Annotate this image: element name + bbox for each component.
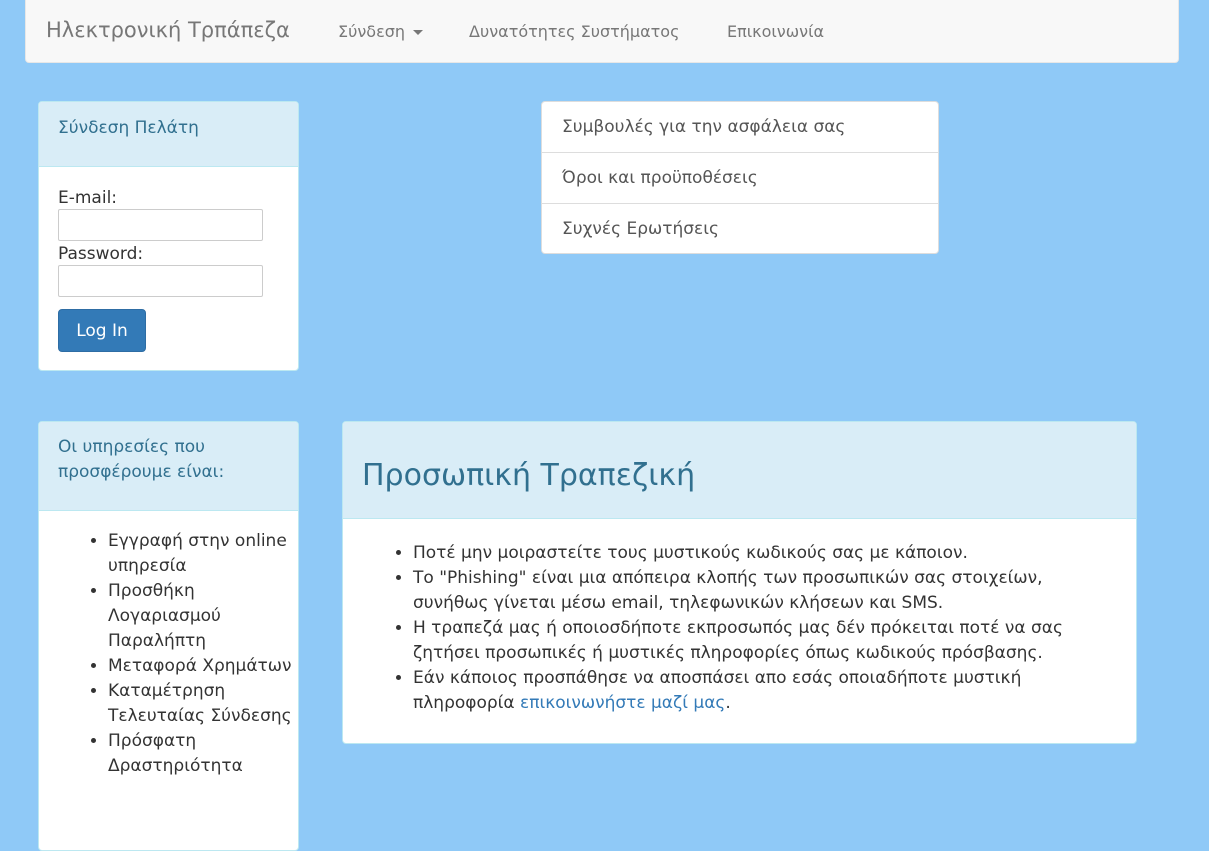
password-input[interactable]: [58, 265, 263, 297]
list-item: • Προσθήκη Λογαριασμού Παραλήπτη: [108, 579, 298, 654]
personal-banking-panel: [342, 421, 1137, 744]
link-terms[interactable]: Όροι και προϋποθέσεις: [542, 153, 938, 204]
list-item: • Μεταφορά Χρημάτων: [108, 654, 298, 679]
personal-banking-title: Προσωπική Τραπεζική: [343, 422, 1136, 519]
login-button[interactable]: Log In: [58, 309, 146, 352]
list-item: • Η τραπεζά μας ή οποιοσδήποτε εκπροσωπός μας δέν πρόκειται ποτέ να σας ζητήσει προσωπικές ή μυστικές πληροφορίες όπως κωδικούς πρόσβασης.: [413, 616, 1106, 666]
caret-down-icon: [413, 30, 423, 35]
services-panel-title: Οι υπηρεσίες που προσφέρουμε είναι:: [39, 422, 298, 511]
list-item: • Ποτέ μην μοιραστείτε τους μυστικούς κωδικούς σας με κάποιον.: [413, 541, 1106, 566]
list-item: [413, 666, 1106, 716]
login-dropdown-label: Σύνδεση: [338, 22, 406, 41]
top-navbar: [25, 0, 1179, 63]
password-label: Password:: [58, 244, 144, 264]
link-security-tips[interactable]: Συμβουλές για την ασφάλεια σας: [542, 102, 938, 153]
login-panel-title: Σύνδεση Πελάτη: [39, 102, 298, 167]
security-tips-list: [343, 519, 1136, 716]
nav-features[interactable]: Δυνατότητες Συστήματος: [469, 22, 680, 41]
list-item: • Εγγραφή στην online υπηρεσία: [108, 529, 298, 579]
login-panel: [38, 101, 299, 371]
list-item: • Το "Phishing" είναι μια απόπειρα κλοπής των προσωπικών σας στοιχείων, συνήθως γίνεται μέσω email, τηλεφωνικών κλήσεων και SMS.: [413, 566, 1106, 616]
nav-contact[interactable]: Επικοινωνία: [727, 22, 825, 41]
info-links-list: [541, 101, 939, 254]
last-tip-end: .: [725, 693, 731, 713]
email-input[interactable]: [58, 209, 263, 241]
brand-link[interactable]: Ηλεκτρονική Τρπάπεζα: [46, 18, 290, 42]
services-list: [39, 511, 298, 779]
login-dropdown[interactable]: [338, 22, 423, 41]
list-item: • Καταμέτρηση Τελευταίας Σύνδεσης: [108, 679, 298, 729]
services-panel: [38, 421, 299, 851]
link-faq[interactable]: Συχνές Ερωτήσεις: [562, 219, 719, 239]
last-tip-text: Εάν κάποιος προσπάθησε να αποσπάσει απο εσάς οποιαδήποτε μυστική πληροφορία: [413, 668, 1022, 713]
contact-us-link[interactable]: επικοινωνήστε μαζί μας: [520, 693, 726, 713]
list-item: • Πρόσφατη Δραστηριότητα: [108, 729, 298, 779]
email-label: E-mail:: [58, 188, 118, 208]
